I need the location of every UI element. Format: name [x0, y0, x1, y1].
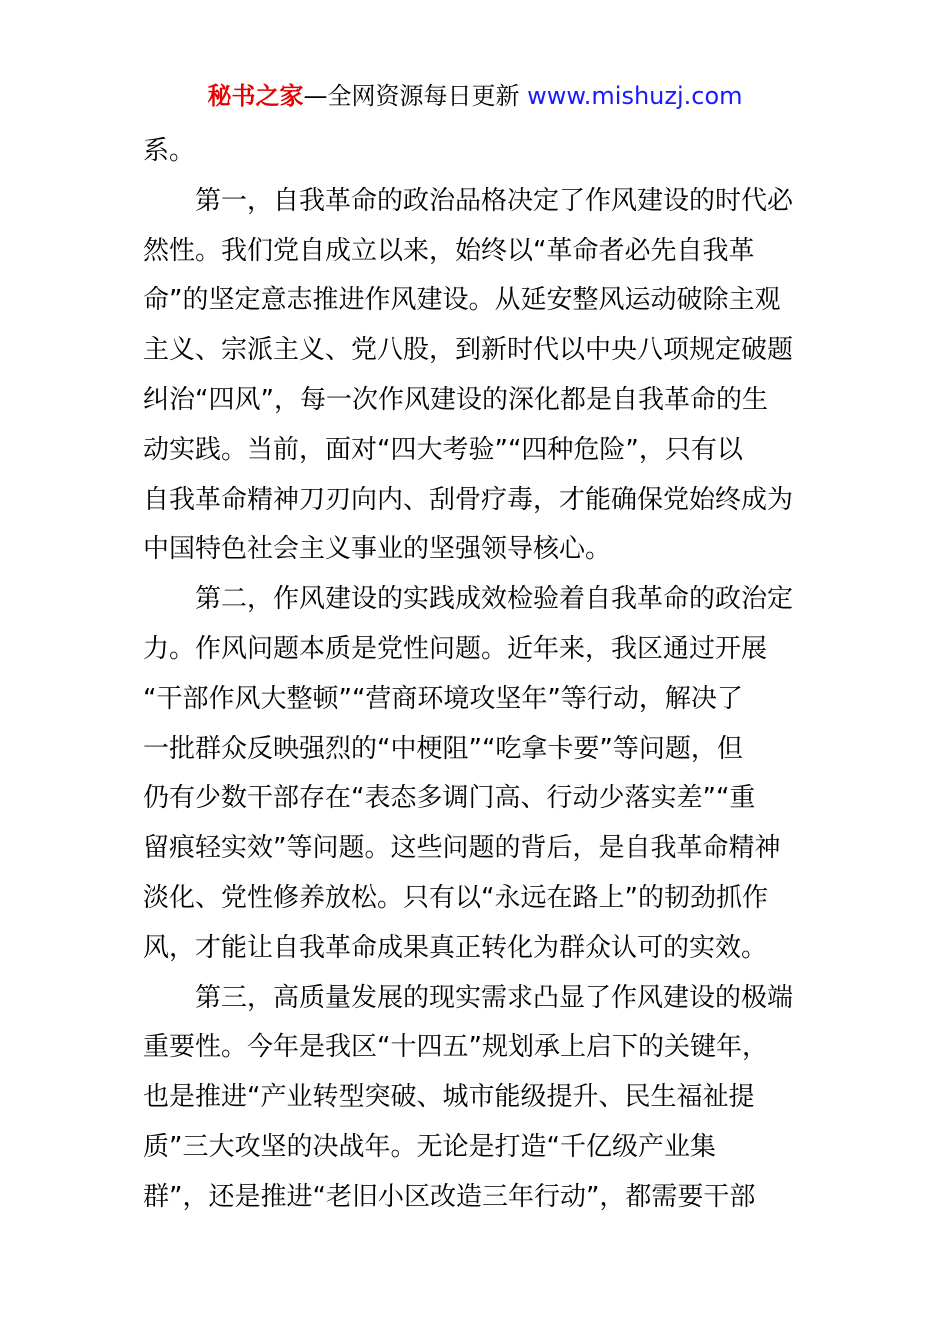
page-header	[0, 80, 950, 112]
text-line: 风，才能让自我革命成果真正转化为群众认可的实效。	[143, 932, 768, 963]
text-line: 淡化、党性修养放松。只有以“永远在路上”的韧劲抓作	[143, 882, 768, 913]
text-line: 群”，还是推进“老旧小区改造三年行动”，都需要干部	[143, 1181, 756, 1212]
text-line: 第三，高质量发展的现实需求凸显了作风建设的极端	[143, 982, 794, 1013]
text-line: 主义、宗派主义、党八股，到新时代以中央八项规定破题	[143, 335, 794, 366]
text-line: 系。	[143, 136, 196, 166]
header-tagline: —全网资源每日更新	[303, 82, 528, 110]
text-line: 重要性。今年是我区“十四五”规划承上启下的关键年，	[143, 1032, 768, 1063]
text-line: 然性。我们党自成立以来，始终以“革命者必先自我革	[143, 235, 755, 266]
brand-name: 秘书之家	[207, 82, 304, 110]
text-line: 中国特色社会主义事业的坚强领导核心。	[143, 534, 612, 565]
text-line: 动实践。当前，面对“四大考验”“四种危险”，只有以	[143, 434, 743, 465]
text-line: 留痕轻实效”等问题。这些问题的背后，是自我革命精神	[143, 833, 781, 864]
text-line: “干部作风大整顿”“营商环境攻坚年”等行动，解决了	[143, 683, 743, 714]
text-line: 也是推进“产业转型突破、城市能级提升、民生福祉提	[143, 1082, 755, 1113]
text-line: 第二，作风建设的实践成效检验着自我革命的政治定	[143, 584, 794, 615]
text-line: 第一，自我革命的政治品格决定了作风建设的时代必	[143, 185, 794, 216]
text-line: 仍有少数干部存在“表态多调门高、行动少落实差”“重	[143, 783, 756, 814]
text-line: 命”的坚定意志推进作风建设。从延安整风运动破除主观	[143, 285, 781, 316]
text-line: 力。作风问题本质是党性问题。近年来，我区通过开展	[143, 633, 768, 664]
text-line: 质”三大攻坚的决战年。无论是打造“千亿级产业集	[143, 1131, 716, 1162]
text-line: 自我革命精神刀刃向内、刮骨疗毒，才能确保党始终成为	[143, 484, 794, 515]
document-body	[143, 127, 807, 1223]
text-line: 一批群众反映强烈的“中梗阻”“吃拿卡要”等问题，但	[143, 733, 743, 764]
text-line: 纠治“四风”，每一次作风建设的深化都是自我革命的生	[143, 384, 768, 415]
site-url-link[interactable]: www.mishuzj.com	[527, 82, 743, 110]
